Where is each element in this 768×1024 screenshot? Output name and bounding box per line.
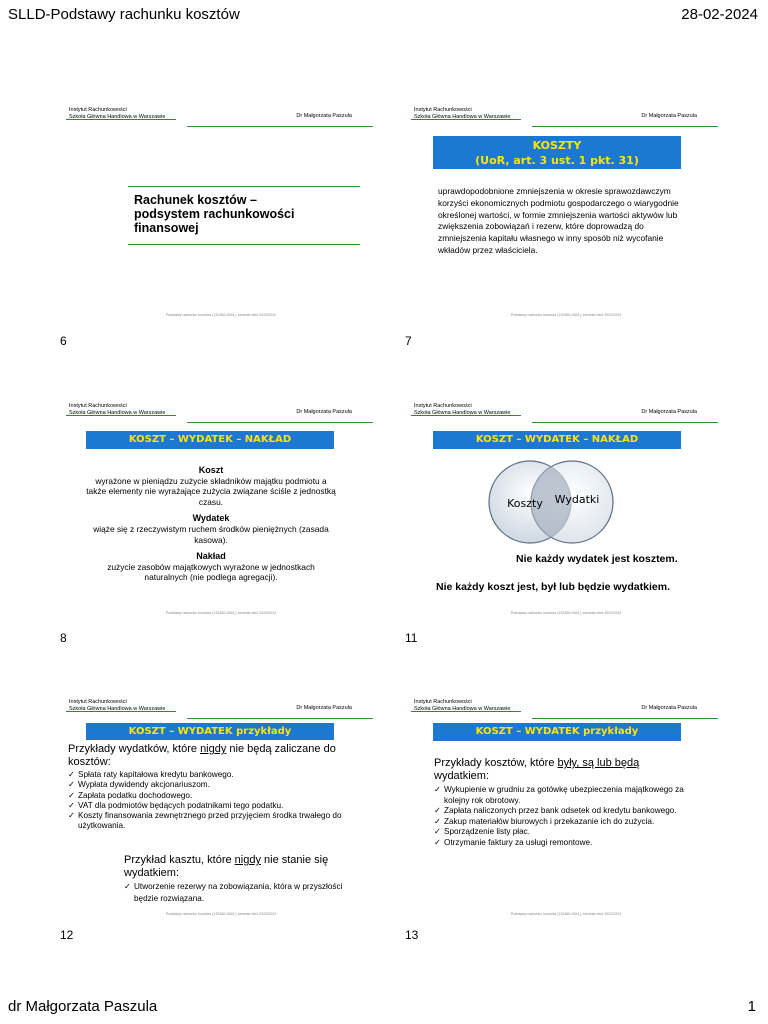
- slide-author: Dr Małgorzata Paszula: [296, 113, 352, 119]
- institute-line-2: Szkoła Główna Handlowa w Warszawie: [414, 705, 511, 712]
- title-line-2: podsystem rachunkowości: [134, 207, 295, 221]
- slide-number-7: 7: [405, 334, 412, 348]
- slide-heading-bar: KOSZT – WYDATEK przykłady: [433, 723, 681, 741]
- slide-heading-bar: KOSZT – WYDATEK – NAKŁAD: [86, 431, 334, 449]
- institute-line-1: Instytut Rachunkowości: [69, 107, 127, 113]
- statement-1: Nie każdy wydatek jest kosztem.: [516, 553, 678, 565]
- slide-author: Dr Małgorzata Paszula: [641, 409, 697, 415]
- institute-line-2: Szkoła Główna Handlowa w Warszawie: [69, 705, 166, 712]
- intro2-underlined: nigdy: [234, 854, 261, 866]
- intro-text-b: nie będą zaliczane do kosztów:: [68, 743, 336, 768]
- institute-line-1: Instytut Rachunkowości: [414, 699, 472, 705]
- slide-author: Dr Małgorzata Paszula: [296, 409, 352, 415]
- slide-footer: Podstawy rachunku kosztów (132360-0641), semestr letni 2023/2024: [165, 611, 277, 615]
- list-item: ✓ Zapłata podatku dochodowego.: [68, 791, 353, 801]
- institute-line-2: Szkoła Główna Handlowa w Warszawie: [69, 409, 166, 416]
- term-naklad: Nakład: [196, 551, 226, 562]
- heading-line-1: KOSZTY: [532, 139, 582, 152]
- heading-line-2: (UoR, art. 3 ust. 1 pkt. 31): [475, 154, 639, 167]
- venn-diagram: [488, 457, 614, 547]
- document-date: 28-02-2024: [681, 6, 758, 23]
- slide-footer: Podstawy rachunku kosztów (132360-0641), semestr letni 2023/2024: [165, 912, 277, 916]
- slide-footer: Podstawy rachunku kosztów (132360-0641), semestr letni 2023/2024: [165, 313, 277, 317]
- header-divider: [411, 119, 521, 120]
- slide-author: Dr Małgorzata Paszula: [296, 705, 352, 711]
- title-line-3: finansowej: [134, 221, 199, 235]
- slide-number-12: 12: [60, 928, 74, 942]
- definition-text: uprawdopodobnione zmniejszenia w okresie sprawozdawczym korzyści ekonomicznych podmiotu gospodarczego o wiarygodnie określonej wartości, w formie zmniejszenia wartości aktywów lub zwiększenia zobowiązań i rezerw, które doprowadzą do zmniejszenia kapitału własnego w inny sposób niż wycofanie wkładów przez właściciela.: [438, 186, 679, 255]
- institute-line-1: Instytut Rachunkowości: [414, 403, 472, 409]
- cost-example-list: [124, 881, 354, 905]
- definition-naklad: zużycie zasobów majątkowych wyrażone w jednostkach naturalnych (nie podlega agregacji).: [107, 561, 315, 583]
- list-item: ✓ Zakup materiałów biurowych i przekazanie ich do zużycia.: [434, 817, 704, 828]
- slide-12: [66, 695, 376, 920]
- list-item: ✓ Wykupienie w grudniu za gotówkę ubezpieczenia majątkowego za kolejny rok obrotowy.: [434, 785, 704, 806]
- term-koszt: Koszt: [198, 465, 224, 475]
- document-header-title: SLLD-Podstawy rachunku kosztów: [8, 6, 240, 23]
- header-divider-right: [187, 422, 373, 423]
- header-divider-right: [532, 126, 718, 127]
- intro-expenses: [68, 743, 368, 769]
- header-divider: [66, 119, 176, 120]
- slide-8: [66, 399, 376, 624]
- slide-heading-bar: KOSZT – WYDATEK przykłady: [86, 723, 334, 740]
- list-item: ✓ Koszty finansowania zewnętrznego przed przyjęciem środka trwałego do użytkowania.: [68, 811, 353, 832]
- slide-footer: Podstawy rachunku kosztów (132360-0641), semestr letni 2023/2024: [510, 912, 622, 916]
- slide-heading-bar: [433, 136, 681, 169]
- definition-wydatek: wiąże się z rzeczywistym ruchem środków pieniężnych (zasada kasowa).: [93, 523, 329, 545]
- header-divider: [66, 415, 176, 416]
- intro-text-b: wydatkiem:: [434, 770, 490, 782]
- slide-title-block: [128, 186, 360, 245]
- slide-number-11: 11: [405, 631, 418, 645]
- header-divider-right: [532, 422, 718, 423]
- intro2-text-b: nie stanie się wydatkiem:: [124, 854, 329, 879]
- expense-examples-list: [68, 770, 353, 832]
- slide-heading-bar: KOSZT – WYDATEK – NAKŁAD: [433, 431, 681, 449]
- venn-label-costs: Koszty: [507, 497, 543, 510]
- document-footer-author: dr Małgorzata Paszula: [8, 998, 158, 1015]
- list-item: ✓ Zapłata naliczonych przez bank odsetek od kredytu bankowego.: [434, 806, 704, 817]
- cost-examples-list: [434, 785, 704, 849]
- definitions: [86, 465, 336, 583]
- intro-text-a: Przykłady wydatków, które: [68, 743, 201, 755]
- header-divider-right: [187, 718, 373, 719]
- header-divider: [411, 415, 521, 416]
- slide-7: [411, 103, 721, 328]
- header-divider: [66, 711, 176, 712]
- intro-cost: [124, 854, 364, 880]
- institute-line-1: Instytut Rachunkowości: [414, 107, 472, 113]
- slide-author: Dr Małgorzata Paszula: [641, 113, 697, 119]
- intro-underlined: nigdy: [200, 743, 227, 755]
- statement-2: Nie każdy koszt jest, był lub będzie wydatkiem.: [436, 581, 670, 593]
- slide-footer: Podstawy rachunku kosztów (132360-0641), semestr letni 2023/2024: [510, 611, 622, 615]
- list-item: ✓ Sporządzenie listy płac.: [434, 827, 704, 838]
- intro-costs: [434, 757, 694, 783]
- institute-line-1: Instytut Rachunkowości: [69, 699, 127, 705]
- institute-line-2: Szkoła Główna Handlowa w Warszawie: [414, 113, 511, 120]
- slide-number-13: 13: [405, 928, 419, 942]
- slide-11: [411, 399, 721, 624]
- venn-label-expenses: Wydatki: [554, 493, 600, 506]
- document-page-number: 1: [747, 998, 756, 1015]
- header-divider-right: [532, 718, 718, 719]
- slide-author: Dr Małgorzata Paszula: [641, 705, 697, 711]
- list-item: ✓ Spłata raty kapitałowa kredytu bankowego.: [68, 770, 353, 780]
- institute-line-1: Instytut Rachunkowości: [69, 403, 127, 409]
- intro-text-a: Przykłady kosztów, które: [434, 757, 558, 769]
- title-line-1: Rachunek kosztów –: [134, 193, 257, 207]
- list-item: ✓ Wypłata dywidendy akcjonariuszom.: [68, 780, 353, 790]
- slide-number-6: 6: [60, 334, 67, 348]
- intro-underlined: były, są lub będą: [557, 757, 640, 769]
- list-item: ✓ Utworzenie rezerwy na zobowiązania, która w przyszłości będzie rozwiązana.: [124, 881, 354, 905]
- list-item: ✓ VAT dla podmiotów będących podatnikami tego podatku.: [68, 801, 353, 811]
- intro2-text-a: Przykład kasztu, które: [124, 854, 235, 866]
- slide-6: [66, 103, 376, 328]
- header-divider: [411, 711, 521, 712]
- institute-line-2: Szkoła Główna Handlowa w Warszawie: [414, 409, 511, 416]
- institute-line-2: Szkoła Główna Handlowa w Warszawie: [69, 113, 166, 120]
- slide-13: [411, 695, 721, 920]
- list-item: ✓ Otrzymanie faktury za usługi remontowe.: [434, 838, 704, 849]
- slide-footer: Podstawy rachunku kosztów (132360-0641), semestr letni 2023/2024: [510, 313, 622, 317]
- definition-koszt: wyrażone w pieniądzu zużycie składników majątku podmiotu a także elementy nie wyrażające zużycia związane ściśle z jednostką czasu.: [86, 475, 336, 507]
- term-wydatek: Wydatek: [192, 513, 230, 524]
- slide-number-8: 8: [60, 631, 67, 645]
- slide-title: [134, 193, 294, 235]
- header-divider-right: [187, 126, 373, 127]
